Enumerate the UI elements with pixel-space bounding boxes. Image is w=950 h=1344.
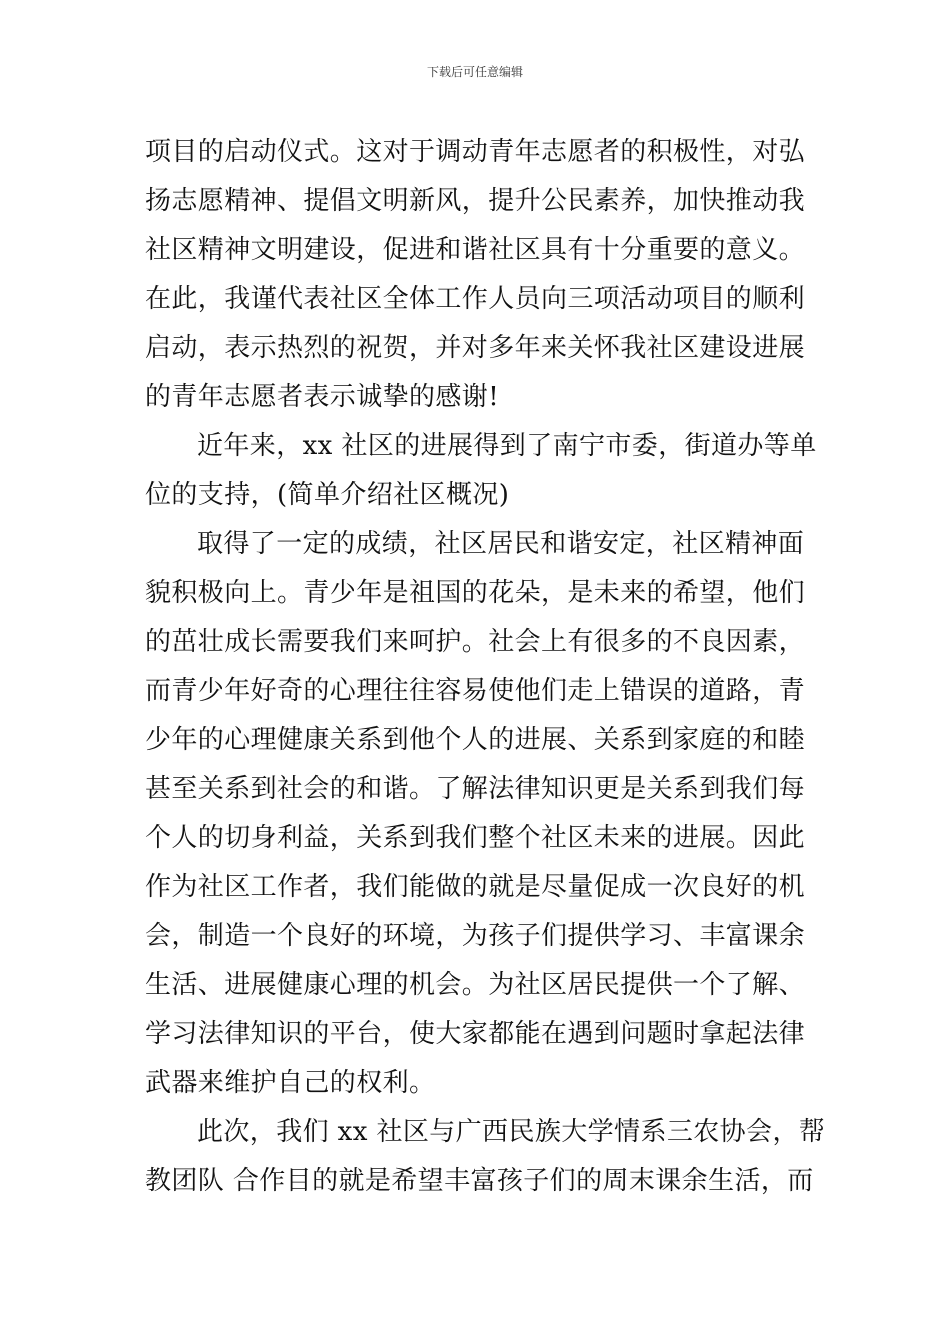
text-line: 教团队 合作目的就是希望丰富孩子们的周末课余生活，而	[145, 1166, 814, 1196]
paragraph-3	[145, 520, 815, 1108]
text-line: 近年来，xx 社区的进展得到了南宁市委，街道办等单	[197, 431, 817, 461]
text-line: 启动，表示热烈的祝贺，并对多年来关怀我社区建设进展	[145, 333, 806, 363]
document-body	[145, 128, 826, 1206]
text-line: 武器来维护自己的权利。	[145, 1068, 436, 1098]
text-line: 项目的启动仪式。这对于调动青年志愿者的积极性，对弘	[145, 137, 806, 167]
text-line: 作为社区工作者，我们能做的就是尽量促成一次良好的机	[145, 872, 806, 902]
text-line: 社区精神文明建设，促进和谐社区具有十分重要的意义。	[145, 235, 806, 265]
text-line: 取得了一定的成绩，社区居民和谐安定，社区精神面	[197, 529, 805, 559]
text-line: 此次，我们 xx 社区与广西民族大学情系三农协会，帮	[197, 1117, 826, 1147]
paragraph-1	[145, 128, 815, 422]
header-note: 下载后可任意编辑	[426, 65, 523, 79]
text-line: 个人的切身利益，关系到我们整个社区未来的进展。因此	[145, 823, 806, 853]
text-line: 会，制造一个良好的环境，为孩子们提供学习、丰富课余	[145, 921, 806, 951]
text-line: 少年的心理健康关系到他个人的进展、关系到家庭的和睦	[145, 725, 806, 755]
text-line: 的茁壮成长需要我们来呵护。社会上有很多的不良因素，	[145, 627, 806, 657]
text-line: 学习法律知识的平台，使大家都能在遇到问题时拿起法律	[145, 1019, 806, 1049]
page-header	[0, 64, 950, 80]
paragraph-4	[145, 1108, 826, 1206]
text-line: 生活、进展健康心理的机会。为社区居民提供一个了解、	[145, 970, 806, 1000]
text-line: 扬志愿精神、提倡文明新风，提升公民素养，加快推动我	[145, 186, 806, 216]
text-line: 而青少年好奇的心理往往容易使他们走上错误的道路，青	[145, 676, 806, 706]
text-line: 位的支持，(简单介绍社区概况)	[145, 480, 510, 510]
paragraph-2	[145, 422, 815, 520]
text-line: 在此，我谨代表社区全体工作人员向三项活动项目的顺利	[145, 284, 806, 314]
text-line: 的青年志愿者表示诚挚的感谢!	[145, 382, 500, 412]
text-line: 甚至关系到社会的和谐。了解法律知识更是关系到我们每	[145, 774, 806, 804]
text-line: 貌积极向上。青少年是祖国的花朵，是未来的希望，他们	[145, 578, 806, 608]
